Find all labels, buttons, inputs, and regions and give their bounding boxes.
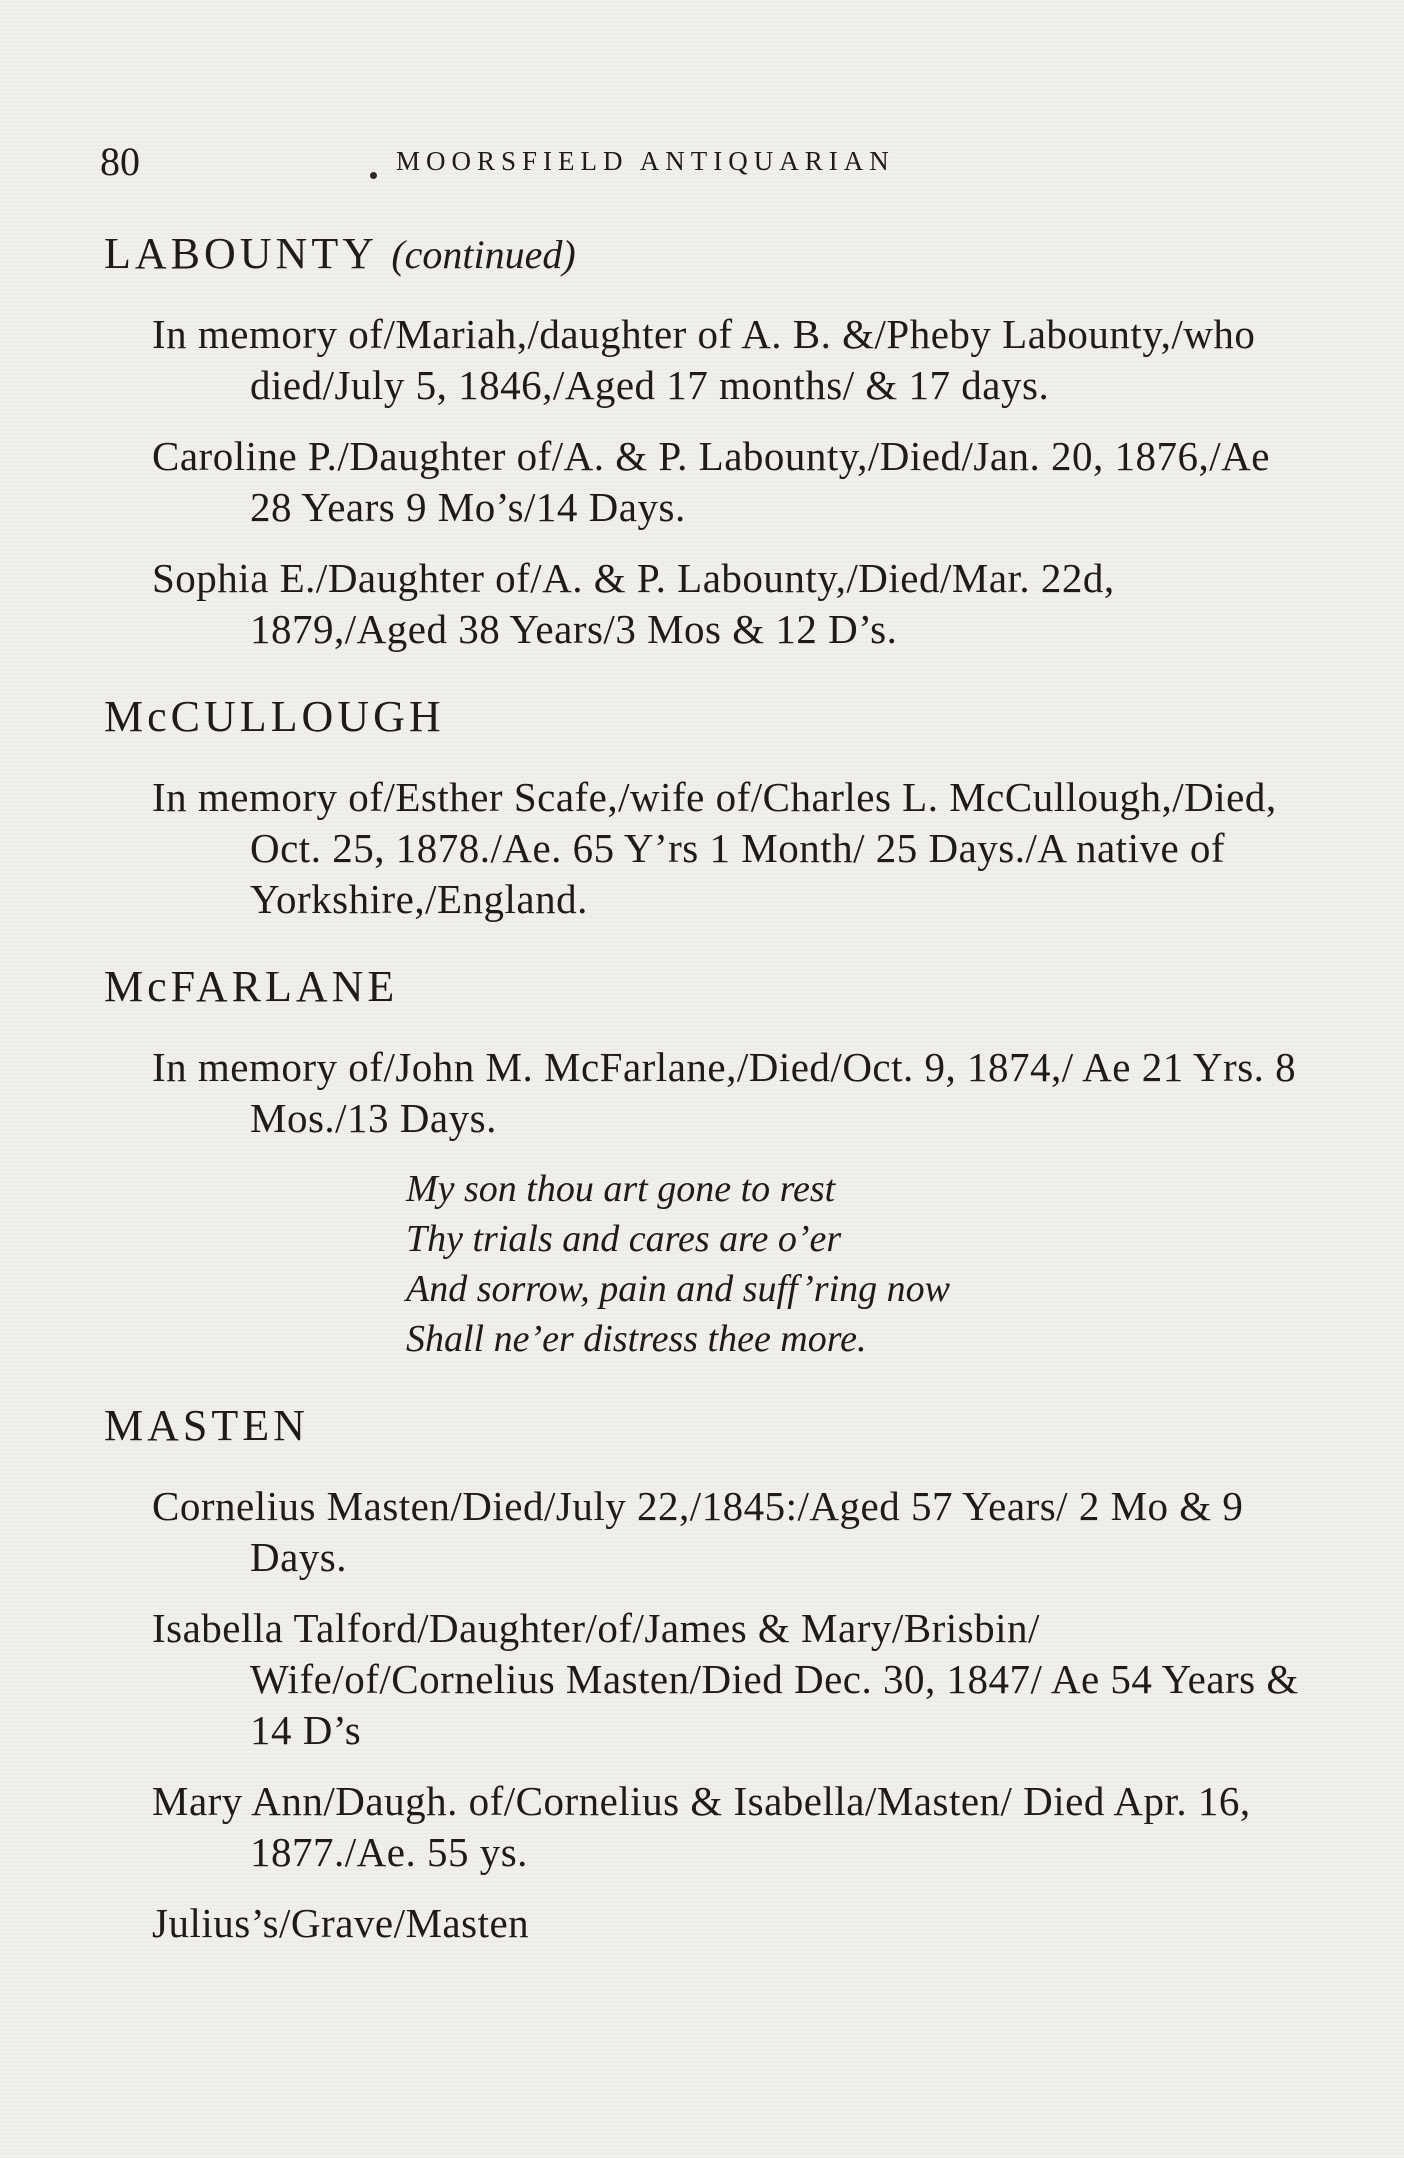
section-masten <box>104 1400 1314 1949</box>
family-name: LABOUNTY <box>104 229 377 278</box>
inscription-entry: Sophia E./Daughter of/A. & P. Labounty,/Died/Mar. 22d, 1879,/Aged 38 Years/3 Mos & 12 D’s. <box>152 555 1115 652</box>
section-mcfarlane <box>104 961 1314 1364</box>
running-title: MOORSFIELD ANTIQUARIAN <box>396 146 895 176</box>
family-heading: McFARLANE <box>104 962 399 1011</box>
section-labounty <box>104 228 1314 655</box>
inscription-entry: Mary Ann/Daugh. of/Cornelius & Isabella/Masten/ Died Apr. 16, 1877./Ae. 55 ys. <box>152 1778 1251 1875</box>
inscription-entry: Cornelius Masten/Died/July 22,/1845:/Aged 57 Years/ 2 Mo & 9 Days. <box>152 1483 1244 1580</box>
inscription-entry: Julius’s/Grave/Masten <box>152 1900 530 1946</box>
section-mccullough <box>104 691 1314 925</box>
header-dot-ornament <box>370 172 377 179</box>
verse-line: My son thou art gone to rest <box>406 1168 836 1210</box>
inscription-entry: In memory of/Esther Scafe,/wife of/Charles L. McCullough,/Died, Oct. 25, 1878./Ae. 65 Y’rs 1 Month/ 25 Days./A native of Yorkshire,/England. <box>152 774 1277 922</box>
family-heading: MASTEN <box>104 1401 309 1450</box>
epitaph-verse <box>406 1164 1314 1364</box>
page-number: 80 <box>100 139 140 184</box>
family-heading: McCULLOUGH <box>104 692 445 741</box>
verse-line: Thy trials and cares are o’er <box>406 1218 842 1260</box>
family-heading <box>104 228 1314 279</box>
inscription-entry: In memory of/John M. McFarlane,/Died/Oct. 9, 1874,/ Ae 21 Yrs. 8 Mos./13 Days. <box>152 1044 1297 1141</box>
inscription-entry: Isabella Talford/Daughter/of/James & Mary/Brisbin/ Wife/of/Cornelius Masten/Died Dec. 30, 1847/ Ae 54 Years & 14 D’s <box>152 1605 1299 1753</box>
inscription-entry: Caroline P./Daughter of/A. & P. Labounty,/Died/Jan. 20, 1876,/Ae 28 Years 9 Mo’s/14 Days. <box>152 433 1270 530</box>
verse-line: Shall ne’er distress thee more. <box>406 1318 867 1360</box>
page-content <box>104 228 1314 1985</box>
inscription-entry: In memory of/Mariah,/daughter of A. B. &/Pheby Labounty,/who died/July 5, 1846,/Aged 17 months/ & 17 days. <box>152 311 1256 408</box>
verse-line: And sorrow, pain and suff’ring now <box>406 1268 950 1310</box>
page-header <box>96 138 1308 188</box>
continued-label: (continued) <box>391 232 576 277</box>
